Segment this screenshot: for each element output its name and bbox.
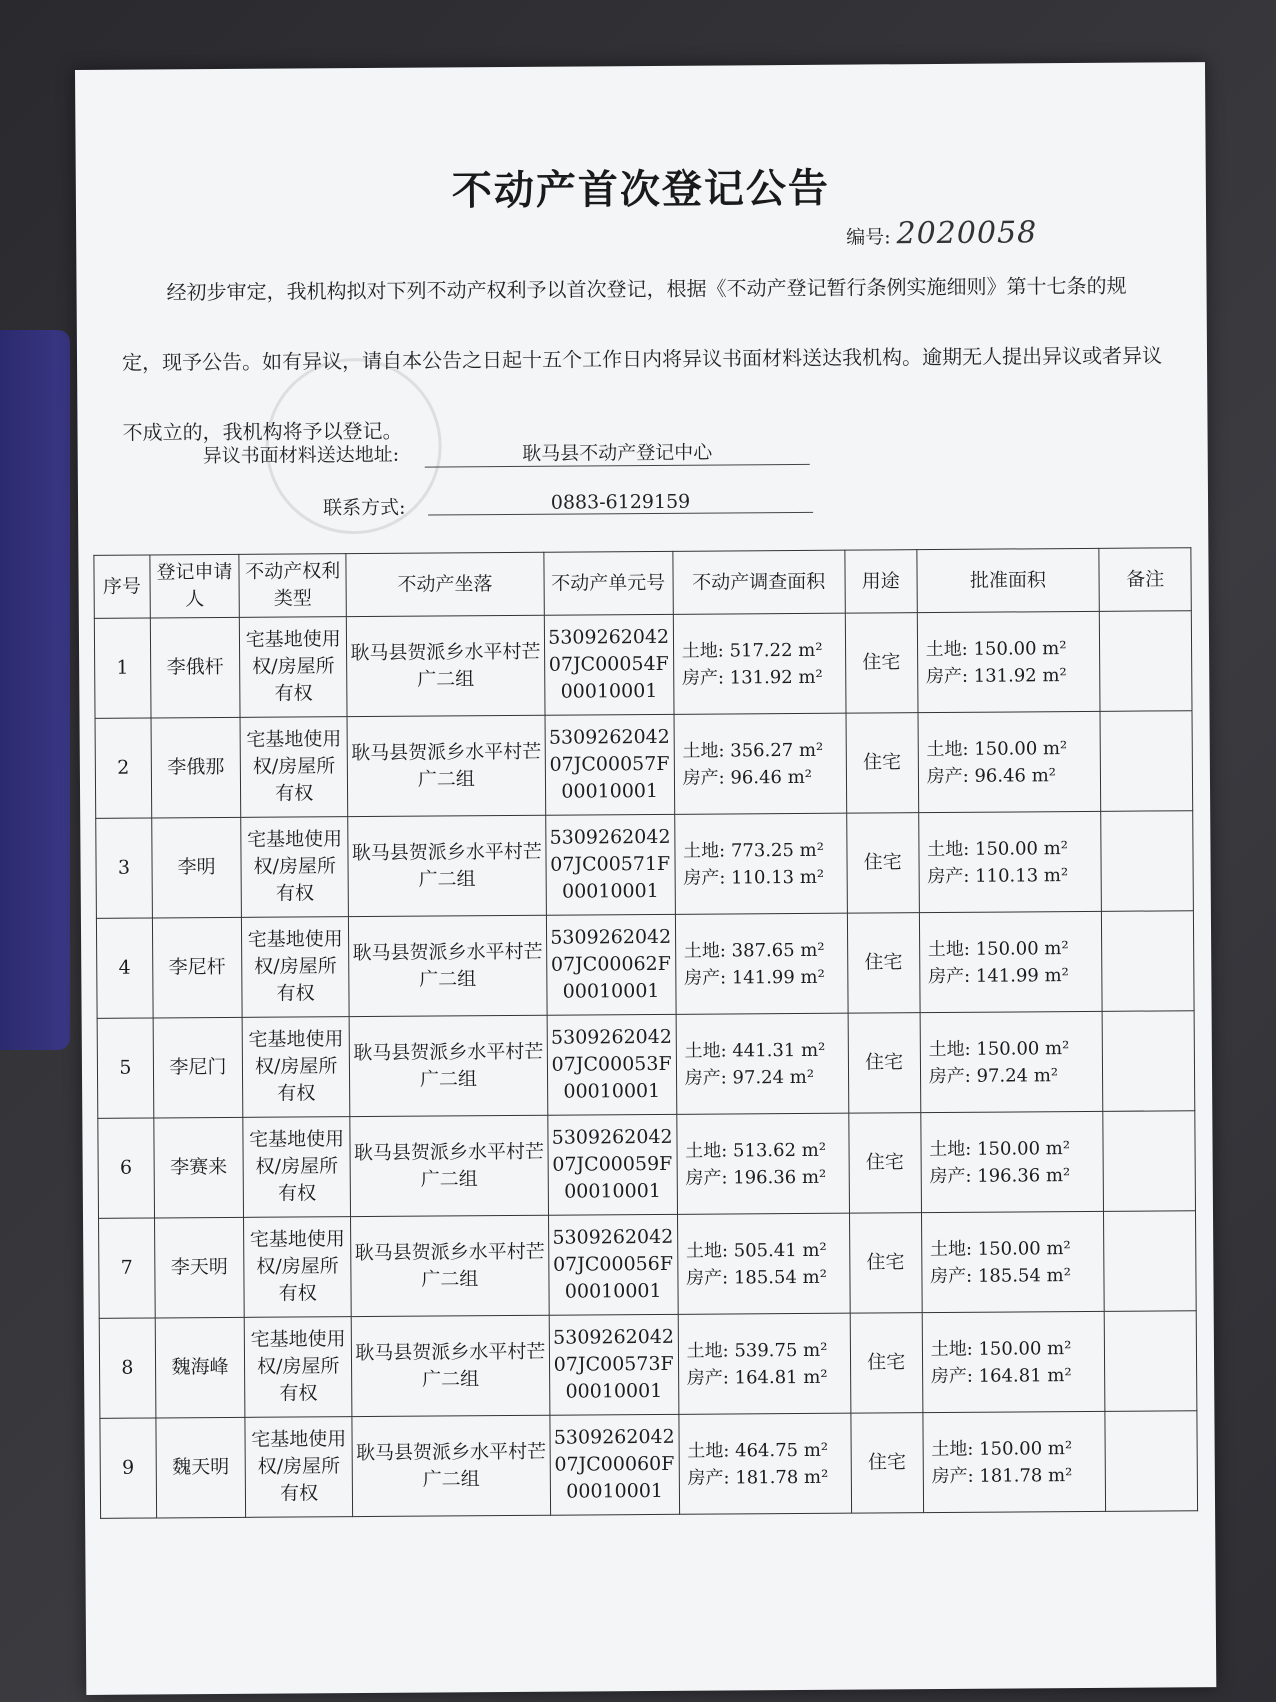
cell-remark <box>1101 811 1194 912</box>
cell-use: 住宅 <box>848 1113 921 1214</box>
cell-applicant: 李俄杆 <box>150 617 240 718</box>
cell-approved-area <box>919 911 1102 1012</box>
cell-no: 6 <box>98 1118 154 1218</box>
cell-remark <box>1102 1011 1195 1112</box>
cell-location: 耿马县贺派乡水平村芒广二组 <box>351 1215 549 1316</box>
cell-use: 住宅 <box>847 913 920 1014</box>
cell-location: 耿马县贺派乡水平村芒广二组 <box>346 615 544 716</box>
header-no: 序号 <box>94 555 150 618</box>
cell-survey-area <box>675 913 848 1014</box>
approved-house: 房产: 185.54 m² <box>930 1264 1071 1287</box>
cell-survey-area <box>677 1213 850 1314</box>
survey-land: 土地: 773.25 m² <box>683 839 824 862</box>
approved-house: 房产: 181.78 m² <box>931 1464 1073 1487</box>
table-row <box>97 1011 1195 1119</box>
survey-land: 土地: 505.41 m² <box>685 1239 827 1262</box>
contact-field <box>322 490 691 521</box>
cell-survey-area <box>674 713 847 814</box>
survey-land: 土地: 464.75 m² <box>687 1439 829 1462</box>
table-row <box>99 1211 1197 1319</box>
table-row <box>96 811 1194 919</box>
address-value: 耿马县不动产登记中心 <box>425 437 810 468</box>
approved-land: 土地: 150.00 m² <box>927 837 1069 860</box>
cell-right-type: 宅基地使用权/房屋所有权 <box>242 917 350 1018</box>
cell-survey-area <box>674 813 847 914</box>
cell-no: 8 <box>99 1318 155 1418</box>
cell-unit-no: 530926204207JC00062F00010001 <box>546 914 676 1015</box>
header-right-type: 不动产权利类型 <box>239 554 346 618</box>
approved-land: 土地: 150.00 m² <box>928 1037 1070 1060</box>
header-unit-no: 不动产单元号 <box>544 551 673 615</box>
cell-right-type: 宅基地使用权/房屋所有权 <box>244 1217 352 1318</box>
cell-approved-area <box>921 1211 1104 1312</box>
cell-right-type: 宅基地使用权/房屋所有权 <box>240 717 348 818</box>
cell-unit-no: 530926204207JC00053F00010001 <box>547 1014 677 1115</box>
cell-location: 耿马县贺派乡水平村芒广二组 <box>347 715 545 816</box>
survey-land: 土地: 517.22 m² <box>681 639 823 662</box>
cell-unit-no: 530926204207JC00057F00010001 <box>545 714 675 815</box>
approved-land: 土地: 150.00 m² <box>929 1237 1071 1260</box>
approved-house: 房产: 96.46 m² <box>926 764 1057 787</box>
survey-house: 房产: 131.92 m² <box>681 666 823 689</box>
survey-land: 土地: 356.27 m² <box>682 739 824 762</box>
cell-applicant: 魏海峰 <box>155 1317 245 1418</box>
cell-applicant: 李尼杆 <box>152 917 242 1018</box>
survey-house: 房产: 110.13 m² <box>683 866 825 889</box>
survey-house: 房产: 96.46 m² <box>682 766 813 789</box>
cell-approved-area <box>922 1311 1105 1412</box>
approved-land: 土地: 150.00 m² <box>926 737 1068 760</box>
survey-house: 房产: 141.99 m² <box>683 966 825 989</box>
cell-location: 耿马县贺派乡水平村芒广二组 <box>350 1115 548 1216</box>
approved-land: 土地: 150.00 m² <box>925 637 1067 660</box>
cell-remark <box>1105 1411 1198 1512</box>
cell-applicant: 李尼门 <box>153 1017 243 1118</box>
cell-location: 耿马县贺派乡水平村芒广二组 <box>349 915 547 1016</box>
survey-land: 土地: 539.75 m² <box>686 1339 828 1362</box>
approved-house: 房产: 97.24 m² <box>928 1064 1059 1087</box>
cell-location: 耿马县贺派乡水平村芒广二组 <box>351 1315 549 1416</box>
page-title: 不动产首次登记公告 <box>451 165 831 215</box>
cell-applicant: 李俄那 <box>151 717 241 818</box>
contact-label: 联系方式: <box>322 496 406 520</box>
contact-value: 0883-6129159 <box>428 490 813 516</box>
background-cloth <box>0 330 70 1050</box>
serial-handwritten: 2020058 <box>896 215 1038 252</box>
cell-right-type: 宅基地使用权/房屋所有权 <box>244 1317 352 1418</box>
survey-house: 房产: 185.54 m² <box>686 1266 827 1289</box>
table-row <box>99 1311 1197 1419</box>
cell-unit-no: 530926204207JC00060F00010001 <box>550 1414 680 1515</box>
cell-approved-area <box>920 1011 1103 1112</box>
approved-land: 土地: 150.00 m² <box>929 1137 1071 1160</box>
cell-location: 耿马县贺派乡水平村芒广二组 <box>349 1015 547 1116</box>
header-applicant: 登记申请人 <box>150 554 240 618</box>
cell-use: 住宅 <box>848 1013 921 1114</box>
cell-survey-area <box>679 1413 852 1514</box>
cell-right-type: 宅基地使用权/房屋所有权 <box>241 817 349 918</box>
cell-remark <box>1102 911 1195 1012</box>
cell-no: 7 <box>99 1218 155 1318</box>
survey-house: 房产: 181.78 m² <box>687 1466 829 1489</box>
cell-no: 2 <box>95 718 151 818</box>
cell-no: 3 <box>96 818 152 918</box>
header-location: 不动产坐落 <box>346 552 544 616</box>
survey-house: 房产: 196.36 m² <box>685 1166 827 1189</box>
cell-use: 住宅 <box>846 813 919 914</box>
cell-no: 1 <box>94 618 150 718</box>
survey-land: 土地: 513.62 m² <box>685 1139 827 1162</box>
approved-house: 房产: 131.92 m² <box>925 664 1067 687</box>
cell-approved-area <box>918 711 1101 812</box>
cell-right-type: 宅基地使用权/房屋所有权 <box>243 1117 351 1218</box>
cell-right-type: 宅基地使用权/房屋所有权 <box>242 1017 350 1118</box>
cell-remark <box>1104 1311 1197 1412</box>
header-remark: 备注 <box>1099 548 1191 612</box>
cell-survey-area <box>676 1113 849 1214</box>
serial-label: 编号: <box>846 226 891 249</box>
cell-applicant: 李天明 <box>154 1217 244 1318</box>
cell-unit-no: 530926204207JC00059F00010001 <box>547 1114 677 1215</box>
cell-approved-area <box>918 811 1101 912</box>
cell-right-type: 宅基地使用权/房屋所有权 <box>240 617 348 718</box>
header-use: 用途 <box>845 550 917 614</box>
table-row <box>98 1111 1196 1219</box>
header-survey-area: 不动产调查面积 <box>673 550 845 614</box>
table-header-row <box>94 548 1191 619</box>
approved-land: 土地: 150.00 m² <box>930 1337 1072 1360</box>
cell-approved-area <box>917 611 1100 712</box>
approved-house: 房产: 196.36 m² <box>929 1164 1071 1187</box>
cell-remark <box>1099 611 1192 712</box>
approved-house: 房产: 141.99 m² <box>927 964 1069 987</box>
cell-survey-area <box>678 1313 851 1414</box>
address-label: 异议书面材料送达地址: <box>202 443 400 468</box>
survey-house: 房产: 97.24 m² <box>684 1066 815 1089</box>
cell-survey-area <box>673 613 846 714</box>
cell-use: 住宅 <box>846 713 919 814</box>
cell-remark <box>1104 1211 1197 1312</box>
cell-unit-no: 530926204207JC00571F00010001 <box>545 814 675 915</box>
cell-use: 住宅 <box>851 1413 924 1514</box>
survey-house: 房产: 164.81 m² <box>686 1366 828 1389</box>
registration-table <box>93 547 1198 1519</box>
cell-right-type: 宅基地使用权/房屋所有权 <box>245 1417 353 1518</box>
cell-location: 耿马县贺派乡水平村芒广二组 <box>352 1415 550 1516</box>
cell-applicant: 李赛来 <box>154 1117 244 1218</box>
approved-house: 房产: 164.81 m² <box>930 1364 1072 1387</box>
serial-number <box>846 215 1037 251</box>
cell-approved-area <box>921 1111 1104 1212</box>
table-row <box>100 1411 1198 1519</box>
survey-land: 土地: 387.65 m² <box>683 939 825 962</box>
cell-unit-no: 530926204207JC00056F00010001 <box>548 1214 678 1315</box>
header-approved-area: 批准面积 <box>917 548 1100 612</box>
cell-remark <box>1100 711 1193 812</box>
cell-use: 住宅 <box>850 1313 923 1414</box>
cell-applicant: 魏天明 <box>156 1417 246 1518</box>
cell-unit-no: 530926204207JC00573F00010001 <box>549 1314 679 1415</box>
cell-no: 4 <box>96 918 152 1018</box>
table-row <box>96 911 1194 1019</box>
table-row <box>95 711 1193 819</box>
cell-no: 9 <box>100 1418 156 1518</box>
cell-applicant: 李明 <box>151 817 241 918</box>
cell-no: 5 <box>97 1018 153 1118</box>
approved-land: 土地: 150.00 m² <box>931 1437 1073 1460</box>
cell-use: 住宅 <box>849 1213 922 1314</box>
notice-paper <box>75 62 1216 1695</box>
table-row <box>94 611 1192 719</box>
cell-location: 耿马县贺派乡水平村芒广二组 <box>348 815 546 916</box>
notice-paragraph: 经初步审定，我机构拟对下列不动产权利予以首次登记，根据《不动产登记暂行条例实施细则》第十七条的规定，现予公告。如有异议，请自本公告之日起十五个工作日内将异议书面材料送达我机构。逾期无人提出异议或者异议不成立的，我机构将予以登记。 <box>121 273 1163 445</box>
cell-unit-no: 530926204207JC00054F00010001 <box>544 614 674 715</box>
approved-land: 土地: 150.00 m² <box>927 937 1069 960</box>
address-field <box>202 440 713 468</box>
cell-use: 住宅 <box>845 613 918 714</box>
survey-land: 土地: 441.31 m² <box>684 1039 826 1062</box>
approved-house: 房产: 110.13 m² <box>927 864 1069 887</box>
cell-remark <box>1103 1111 1196 1212</box>
cell-approved-area <box>923 1411 1106 1512</box>
cell-survey-area <box>676 1013 849 1114</box>
